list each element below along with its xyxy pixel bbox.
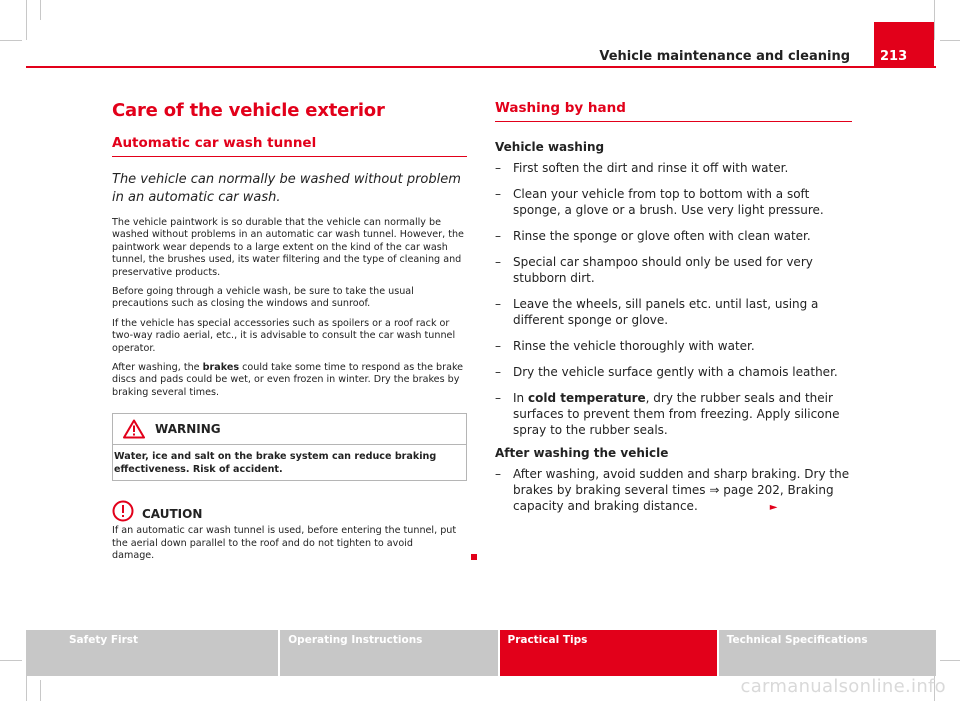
caution-block (112, 496, 467, 562)
list-item (495, 338, 852, 354)
bold-term: cold temperature (527, 391, 646, 405)
body-paragraph: The vehicle paintwork is so durable that the vehicle can normally be washed without problems in an automatic car wash tunnel. However, the paintwork wear depends to a large extent on the kind of the car wash tunnel, the brushes used, its water filtering and the type of cleaning and preservative products. (112, 217, 464, 278)
body-paragraph: If the vehicle has special accessories such as spoilers or a roof rack or two-way radio aerial, etc., it is advisable to consult the car wash tunnel operator. (112, 317, 456, 354)
body-paragraph: Before going through a vehicle wash, be sure to take the usual precautions such as closing the windows and sunroof. (112, 286, 414, 310)
caution-text: If an automatic car wash tunnel is used, before entering the tunnel, put the aerial down parallel to the roof and do not tighten to avoid damage. (112, 525, 457, 561)
text-run: After washing, the (112, 362, 203, 374)
warning-triangle-icon (123, 419, 145, 439)
list-dash: – (495, 339, 501, 353)
header-title: Vehicle maintenance and cleaning (599, 49, 850, 64)
text-run: After washing, avoid sudden and sharp braking. Dry the brakes by braking several times ⇒ page 202, Braking capacity and braking distance. (513, 467, 850, 513)
caution-title: CAUTION (142, 507, 203, 522)
list-dash: – (495, 229, 501, 243)
group-title: After washing the vehicle (495, 446, 669, 460)
list-dash: – (495, 391, 501, 405)
warning-header (113, 414, 466, 445)
list-item-text: Clean your vehicle from top to bottom with a soft sponge, a glove or a brush. Use very light pressure. (513, 187, 824, 217)
list-item (495, 160, 852, 176)
section-heading: Care of the vehicle exterior (112, 100, 385, 121)
intro-text: The vehicle can normally be washed without problem in an automatic car wash. (112, 172, 461, 205)
list-item (495, 186, 852, 218)
text-run: In (513, 391, 528, 405)
chapter-tabs (26, 630, 936, 676)
tab-practical-tips[interactable]: Practical Tips (500, 630, 717, 676)
list-item (495, 254, 852, 286)
list-item-text: Special car shampoo should only be used for very stubborn dirt. (513, 255, 813, 285)
text-run: , dry the rubber seals and their surfaces to prevent them from freezing. Apply silicone spray to the rubber seals. (513, 391, 840, 437)
list-dash: – (495, 365, 501, 379)
list-item-text (513, 390, 852, 438)
list-item-text: Dry the vehicle surface gently with a chamois leather. (513, 365, 838, 379)
page-number: 213 (874, 22, 934, 68)
brakes-paragraph (112, 362, 467, 399)
list-item (495, 390, 852, 438)
right-column (495, 100, 852, 526)
warning-box (112, 413, 467, 481)
crop-mark (40, 0, 41, 20)
header-rule (26, 66, 936, 68)
group-title: Vehicle washing (495, 140, 605, 154)
list-dash: – (495, 255, 501, 269)
list-item-text: Rinse the sponge or glove often with clean water. (513, 229, 811, 243)
tab-safety-first[interactable]: Safety First (26, 630, 278, 676)
list-item-text: First soften the dirt and rinse it off with water. (513, 161, 789, 175)
list-item-text: Rinse the vehicle thoroughly with water. (513, 339, 755, 353)
list-item (495, 296, 852, 328)
tab-technical-specifications[interactable]: Technical Specifications (719, 630, 936, 676)
bold-term: brakes (202, 362, 240, 374)
left-column (112, 100, 467, 562)
warning-title: WARNING (155, 422, 221, 437)
crop-mark (40, 680, 41, 701)
list-dash: – (495, 187, 501, 201)
warning-text: Water, ice and salt on the brake system can reduce braking effectiveness. Risk of accident. (114, 451, 437, 475)
continue-arrow-icon: ► (769, 502, 778, 513)
list-dash: – (495, 161, 501, 175)
list-dash: – (495, 467, 501, 481)
subsection-heading: Washing by hand (495, 100, 852, 122)
crop-mark (26, 676, 27, 701)
text-run: could take some time to respond as the brake discs and pads could be wet, or even frozen in winter. Dry the brakes by braking several times. (112, 362, 464, 398)
subsection-heading: Automatic car wash tunnel (112, 135, 467, 157)
tab-operating-instructions[interactable]: Operating Instructions (280, 630, 497, 676)
list-item-text (513, 466, 852, 516)
list-item (495, 364, 852, 380)
list-item (495, 466, 852, 516)
crop-mark (940, 660, 960, 661)
page-header (0, 22, 960, 68)
caution-exclamation-icon (112, 500, 134, 522)
list-item-text: Leave the wheels, sill panels etc. until last, using a different sponge or glove. (513, 297, 819, 327)
list-item (495, 228, 852, 244)
crop-mark (0, 660, 22, 661)
list-dash: – (495, 297, 501, 311)
watermark: carmanualsonline.info (740, 676, 946, 697)
caution-header (112, 496, 467, 522)
section-end-marker (471, 554, 477, 560)
